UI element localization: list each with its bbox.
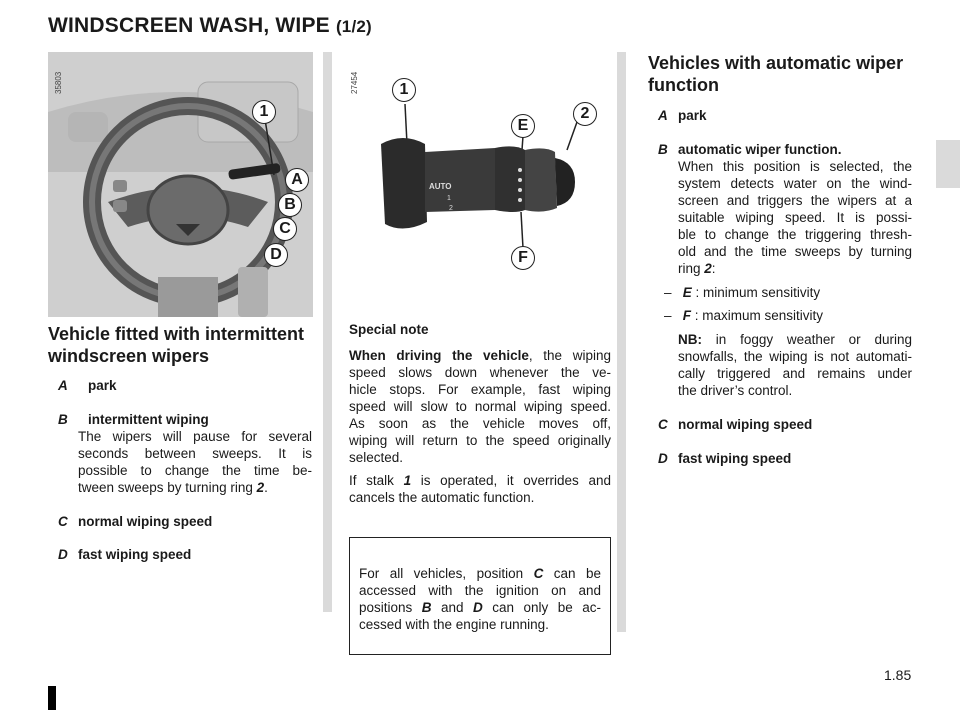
text: ring	[678, 261, 705, 276]
left-item-a	[58, 377, 312, 394]
stalk-auto-label: AUTO	[429, 182, 452, 191]
text-line: speed slows down whenever the ve-	[349, 365, 611, 380]
text-line: cessed with the engine running.	[359, 617, 549, 632]
desc-line: old and the time sweeps by turning	[678, 244, 912, 259]
ring-ref: 2	[256, 480, 265, 495]
page-number: 1.85	[884, 667, 912, 683]
callout-b: B	[278, 193, 302, 217]
text: can only be ac-	[482, 600, 601, 615]
special-note-title: Special note	[349, 322, 429, 337]
right-item-d	[658, 450, 912, 467]
item-title: park	[88, 378, 117, 393]
item-desc-last	[78, 479, 312, 496]
right-heading	[648, 52, 903, 96]
item-key: A	[58, 378, 68, 393]
steering-wheel-figure	[48, 52, 313, 317]
item-key: D	[658, 451, 668, 466]
steering-wheel-illustration	[48, 52, 313, 317]
item-key: C	[658, 417, 668, 432]
left-item-b	[58, 411, 312, 496]
sensitivity-max	[664, 307, 823, 324]
item-title: automatic wiper function.	[678, 142, 842, 157]
title-suffix: (1/2)	[335, 17, 372, 36]
text-line: selected.	[349, 450, 404, 465]
text: : maximum sensitivity	[691, 308, 824, 323]
note-text	[359, 565, 601, 633]
text: positions	[359, 600, 422, 615]
item-title: park	[678, 108, 707, 123]
text-line: hicle stops. For example, fast wiping	[349, 382, 611, 397]
item-key: A	[658, 108, 668, 123]
text: :	[711, 261, 716, 276]
stalk-mark-2: 2	[449, 205, 453, 212]
dash: –	[664, 308, 672, 323]
callout-1: 1	[252, 100, 276, 124]
text: : minimum sensitivity	[691, 285, 821, 300]
callout-f: F	[511, 246, 535, 270]
desc-line: system detects water on the wind-	[678, 176, 912, 191]
right-heading-line1: Vehicles with automatic wiper	[648, 53, 904, 73]
callout-1: 1	[392, 78, 416, 102]
position-ref: C	[533, 566, 544, 581]
text-line: , the wiping	[528, 348, 612, 363]
override-paragraph	[349, 472, 611, 506]
callout-e: E	[511, 114, 535, 138]
item-key: C	[58, 514, 68, 529]
text: and	[431, 600, 474, 615]
desc-line: When this position is selected, the	[678, 159, 912, 174]
callout-d: D	[264, 243, 288, 267]
section-tab	[936, 140, 960, 188]
column-divider-left	[323, 52, 332, 612]
left-heading	[48, 323, 304, 367]
text: If stalk	[349, 473, 404, 488]
nb-label: NB:	[678, 332, 702, 347]
item-key: D	[58, 547, 68, 562]
item-desc	[78, 428, 312, 479]
item-title: fast wiping speed	[78, 547, 192, 562]
nb-note	[678, 331, 912, 399]
desc-line: ble to change the triggering thresh-	[678, 227, 912, 242]
stalk-mark-1: 1	[447, 195, 451, 202]
callout-c: C	[273, 217, 297, 241]
position-ref: D	[473, 600, 483, 615]
title-text: WINDSCREEN WASH, WIPE	[48, 14, 330, 37]
ring-ref: 2	[704, 261, 712, 276]
item-title: intermittent wiping	[88, 412, 209, 427]
text-line: cally triggered and remains under	[678, 366, 912, 381]
left-item-d	[58, 546, 312, 563]
figure-code-middle: 27454	[350, 71, 359, 94]
text-line: snowfalls, the wiping is not automati-	[678, 349, 912, 364]
desc-line: The wipers will pause for several	[78, 429, 312, 444]
desc-line: seconds between sweeps. It is	[78, 446, 312, 461]
left-item-c	[58, 513, 312, 530]
text-line: speed will slow to normal wiping speed.	[349, 399, 611, 414]
position-ref: B	[421, 600, 432, 615]
text: can be	[543, 566, 601, 581]
right-heading-line2: function	[648, 75, 719, 95]
item-key: B	[658, 142, 668, 157]
sensitivity-min	[664, 284, 820, 301]
item-key: B	[58, 412, 68, 427]
text: is operated, it overrides and	[411, 473, 611, 488]
dash: –	[664, 285, 672, 300]
item-title: normal wiping speed	[78, 514, 213, 529]
wiper-stalk-figure	[345, 52, 610, 317]
text-line: the driver’s control.	[678, 383, 793, 398]
crop-mark	[48, 686, 56, 710]
left-heading-line2: windscreen wipers	[48, 346, 210, 366]
callout-2: 2	[573, 102, 597, 126]
item-title: fast wiping speed	[678, 451, 792, 466]
special-note-paragraph	[349, 347, 611, 466]
text-line: cancels the automatic function.	[349, 490, 535, 505]
right-item-a	[658, 107, 912, 124]
text: in foggy weather or during	[702, 332, 912, 347]
emphasis: When driving the vehicle	[349, 348, 529, 363]
text-line: As soon as the vehicle moves off,	[349, 416, 611, 431]
wiper-stalk-illustration	[345, 52, 610, 317]
position-ref: F	[682, 308, 692, 323]
stalk-ref: 1	[403, 473, 412, 488]
right-item-b	[658, 141, 912, 277]
item-title: normal wiping speed	[678, 417, 813, 432]
text: For all vehicles, position	[359, 566, 534, 581]
position-ref: E	[682, 285, 692, 300]
left-heading-line1: Vehicle fitted with intermittent	[48, 324, 305, 344]
item-desc	[678, 158, 912, 260]
note-box	[349, 537, 611, 655]
desc-line: suitable wiping speed. It is possi-	[678, 210, 912, 225]
figure-code-left: 35803	[54, 71, 63, 94]
callout-a: A	[285, 168, 309, 192]
desc-text: .	[264, 480, 268, 495]
text-line: accessed with the ignition on and	[359, 583, 601, 598]
desc-line: screen and triggers the wipers at a	[678, 193, 912, 208]
desc-line: possible to change the time be-	[78, 463, 312, 478]
desc-text: tween sweeps by turning ring	[78, 480, 257, 495]
right-item-c	[658, 416, 912, 433]
page-title	[48, 14, 372, 38]
item-desc-last	[678, 260, 716, 277]
column-divider-right	[617, 52, 626, 632]
text-line: wiping will return to the speed originally	[349, 433, 611, 448]
